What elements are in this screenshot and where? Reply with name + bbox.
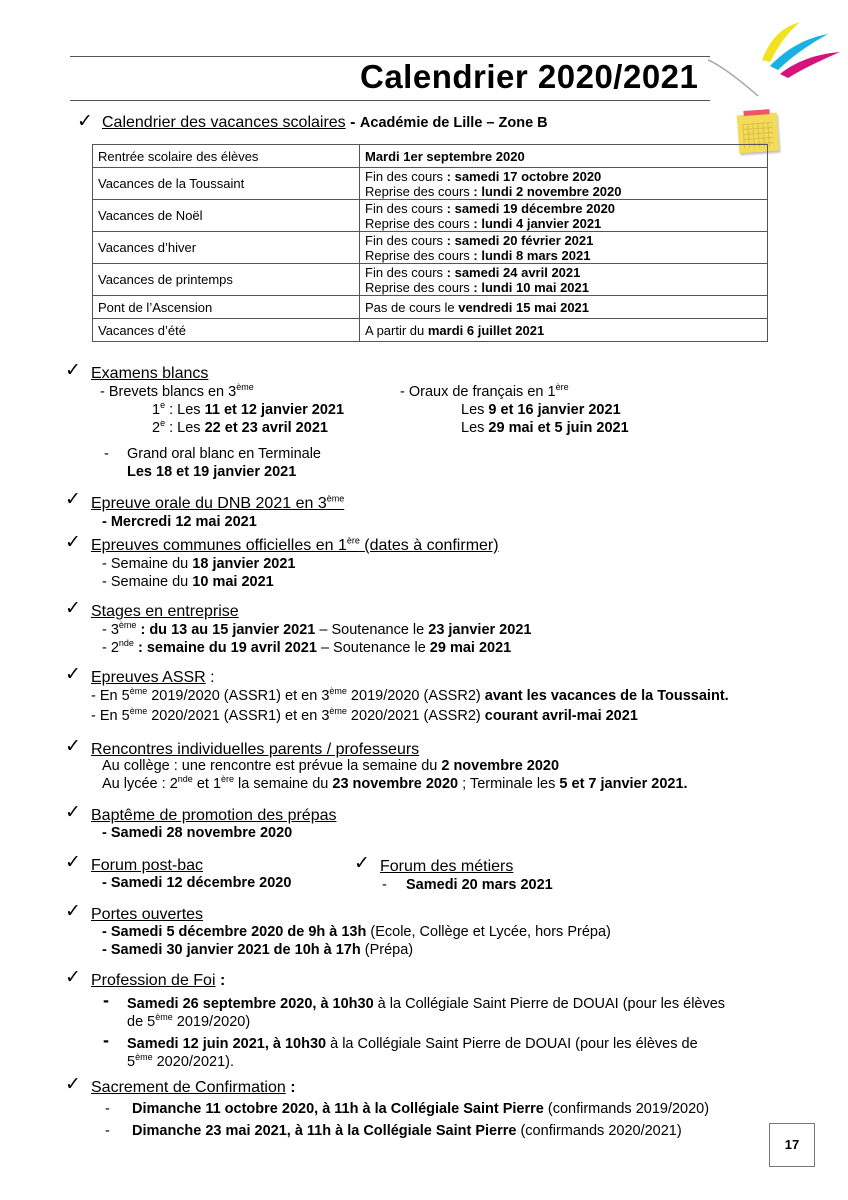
prefix: Les <box>461 402 489 418</box>
text: 2019/2020) <box>172 1014 251 1030</box>
text: (confirmands 2019/2020) <box>543 1101 710 1117</box>
row-label: Vacances de Noël <box>93 200 360 232</box>
section-heading-bapteme: Baptême de promotion des prépas <box>91 807 337 824</box>
text: et 1 <box>192 776 222 792</box>
sup: ère <box>555 382 569 393</box>
heading-colon: : <box>285 1079 296 1096</box>
checkmark-icon: ✓ <box>354 852 370 874</box>
stage-dates: : semaine du 19 avril 2021 <box>133 640 317 656</box>
checkmark-icon: ✓ <box>65 801 81 823</box>
assr-period: avant les vacances de la Toussaint. <box>484 688 729 704</box>
fin-label: Fin des cours <box>365 168 444 184</box>
brevets-line <box>100 384 254 401</box>
reprise-date: : lundi 8 mars 2021 <box>469 247 591 263</box>
text: Au collège : une rencontre est prévue la semaine du <box>102 758 442 774</box>
row-value <box>360 168 768 200</box>
row-value <box>360 232 768 264</box>
table-row <box>93 296 768 319</box>
vacances-subheading: Académie de Lille – Zone B <box>359 115 548 131</box>
heading-suffix: (dates à confirmer) <box>359 537 499 554</box>
sup: ème <box>155 1012 173 1023</box>
checkmark-icon: ✓ <box>65 488 81 510</box>
dnb-date: - Mercredi 12 mai 2021 <box>102 514 257 530</box>
date: Samedi 12 juin 2021, à 10h30 <box>127 1036 327 1052</box>
sup: ère <box>221 774 235 785</box>
fin-date: : samedi 19 décembre 2020 <box>443 200 616 216</box>
stages-line-1 <box>102 622 531 639</box>
reprise-date: : lundi 2 novembre 2020 <box>469 183 622 199</box>
checkmark-icon: ✓ <box>65 1073 81 1095</box>
text: (Ecole, Collège et Lycée, hors Prépa) <box>366 924 611 940</box>
sup: ère <box>346 535 360 546</box>
checkmark-icon: ✓ <box>65 735 81 757</box>
foi-line-2 <box>127 1036 698 1053</box>
portes-line-1 <box>102 924 611 941</box>
text: à la Collégiale Saint Pierre de DOUAI (pour les élèves <box>373 996 726 1012</box>
value-date: vendredi 15 mai 2021 <box>458 299 590 315</box>
soutenance-label: – Soutenance le <box>315 622 429 638</box>
text: à la Collégiale Saint Pierre de DOUAI (pour les élèves de <box>326 1036 698 1052</box>
prefix: - 2 <box>102 640 119 656</box>
value-date: mardi 6 juillet 2021 <box>427 322 545 338</box>
date: Samedi 26 septembre 2020, à 10h30 <box>127 996 374 1012</box>
heading-text: Epreuves ASSR <box>91 669 206 686</box>
text: Au lycée : 2 <box>102 776 178 792</box>
oraux-line <box>400 384 569 401</box>
assr-line-1 <box>91 688 729 705</box>
stage-dates: : du 13 au 15 janvier 2021 <box>136 622 316 638</box>
section-heading-dnb <box>91 494 344 513</box>
vacances-separator: - <box>350 114 356 131</box>
confirmation-dash-1: - <box>105 1101 110 1117</box>
text: 2020/2021 (ASSR2) <box>346 708 485 724</box>
section-heading-rencontres: Rencontres individuelles parents / professeurs <box>91 741 420 758</box>
communes-line-1 <box>102 556 295 573</box>
table-row <box>93 319 768 342</box>
heading-text: Profession de Foi <box>91 972 216 989</box>
foi-line-1b <box>127 1014 250 1031</box>
row-label: Vacances de la Toussaint <box>93 168 360 200</box>
assr-period: courant avril-mai 2021 <box>484 708 638 724</box>
prefix: - Semaine du <box>102 574 193 590</box>
row-label: Rentrée scolaire des élèves <box>93 145 360 168</box>
soutenance-date: 29 mai 2021 <box>429 640 512 656</box>
forum-postbac-date: - Samedi 12 décembre 2020 <box>102 875 292 891</box>
section-heading-stages: Stages en entreprise <box>91 603 239 620</box>
row-value <box>360 264 768 296</box>
soutenance-date: 23 janvier 2021 <box>428 622 532 638</box>
foi-dash-2: - <box>103 1030 109 1050</box>
section-heading-confirmation <box>91 1078 296 1097</box>
fin-date: : samedi 20 février 2021 <box>443 232 594 248</box>
row-value: Mardi 1er septembre 2020 <box>360 145 768 168</box>
date: 10 mai 2021 <box>192 574 274 590</box>
brevet-number: 1 <box>152 402 161 418</box>
reprise-label: Reprise des cours <box>365 183 470 199</box>
row-value <box>360 319 768 342</box>
brevet-number: 2 <box>152 420 161 436</box>
fin-label: Fin des cours <box>365 264 444 280</box>
section-heading-examens: Examens blancs <box>91 365 209 382</box>
reprise-label: Reprise des cours <box>365 279 470 295</box>
sup: ème <box>129 686 148 697</box>
section-heading-communes <box>91 536 499 555</box>
text: - En 5 <box>91 688 130 704</box>
assr-line-2 <box>91 708 638 725</box>
section-heading-assr <box>91 668 215 687</box>
text: 2020/2021 (ASSR1) et en 3 <box>147 708 330 724</box>
foi-line-2b <box>127 1054 234 1071</box>
school-logo-icon <box>700 10 848 105</box>
heading-colon: : <box>205 669 215 686</box>
stages-line-2 <box>102 640 511 657</box>
header-rule-bottom <box>70 100 710 101</box>
prefix: : Les <box>165 420 205 436</box>
table-row <box>93 168 768 200</box>
heading-text: Epreuves communes officielles en 1 <box>91 537 347 554</box>
text: 2020/2021). <box>152 1054 235 1070</box>
reprise-label: Reprise des cours <box>365 247 470 263</box>
checkmark-icon: ✓ <box>77 110 93 132</box>
rencontres-line-2 <box>102 776 688 793</box>
row-label: Vacances d’hiver <box>93 232 360 264</box>
checkmark-icon: ✓ <box>65 966 81 988</box>
fin-date: : samedi 24 avril 2021 <box>443 264 581 280</box>
rencontres-line-1 <box>102 758 559 775</box>
checkmark-icon: ✓ <box>65 531 81 553</box>
checkmark-icon: ✓ <box>65 663 81 685</box>
page-title: Calendrier 2020/2021 <box>360 58 699 95</box>
section-heading-vacances <box>102 113 548 133</box>
brevets-label: - Brevets blancs en 3 <box>100 384 237 400</box>
value-prefix: A partir du <box>365 322 428 338</box>
text: 5 <box>127 1054 136 1070</box>
vacances-heading: Calendrier des vacances scolaires <box>102 114 346 131</box>
text: - En 5 <box>91 708 130 724</box>
prefix: - 3 <box>102 622 119 638</box>
row-value <box>360 296 768 319</box>
forum-metiers-dash: - <box>382 877 387 893</box>
soutenance-label: – Soutenance le <box>316 640 430 656</box>
text: (Prépa) <box>360 942 414 958</box>
checkmark-icon: ✓ <box>65 900 81 922</box>
oraux-1-line <box>461 402 621 419</box>
heading-colon: : <box>215 972 226 989</box>
value-prefix: Pas de cours le <box>365 299 459 315</box>
sup: nde <box>177 774 193 785</box>
heading-text: Sacrement de Confirmation <box>91 1079 286 1096</box>
section-heading-foi <box>91 971 225 990</box>
grand-oral-label: Grand oral blanc en Terminale <box>127 446 321 462</box>
table-row <box>93 264 768 296</box>
heading-text: Epreuve orale du DNB 2021 en 3 <box>91 495 327 512</box>
text: de 5 <box>127 1014 156 1030</box>
reprise-date: : lundi 10 mai 2021 <box>469 279 589 295</box>
row-value <box>360 200 768 232</box>
reprise-date: : lundi 4 janvier 2021 <box>469 215 602 231</box>
date: Dimanche 23 mai 2021, à 11h à la Collégiale Saint Pierre <box>132 1123 517 1139</box>
sup: ème <box>129 706 148 717</box>
grand-oral-dash: - <box>104 446 109 462</box>
brevet-1-line <box>152 402 344 419</box>
text: la semaine du <box>234 776 333 792</box>
row-label: Vacances d’été <box>93 319 360 342</box>
brevet-date: 11 et 12 janvier 2021 <box>204 402 345 418</box>
sup: ème <box>326 493 345 504</box>
date: - Samedi 5 décembre 2020 de 9h à 13h <box>102 924 367 940</box>
section-heading-forum-postbac: Forum post-bac <box>91 857 204 874</box>
foi-line-1 <box>127 996 725 1013</box>
confirmation-line-2 <box>132 1123 682 1140</box>
reprise-label: Reprise des cours <box>365 215 470 231</box>
checkmark-icon: ✓ <box>65 359 81 381</box>
fin-label: Fin des cours <box>365 200 444 216</box>
date: Dimanche 11 octobre 2020, à 11h à la Collégiale Saint Pierre <box>132 1101 544 1117</box>
table-row <box>93 200 768 232</box>
date: 23 novembre 2020 <box>332 776 459 792</box>
table-row <box>93 232 768 264</box>
confirmation-dash-2: - <box>105 1123 110 1139</box>
checkmark-icon: ✓ <box>65 851 81 873</box>
oraux-label: - Oraux de français en 1 <box>400 384 556 400</box>
table-row <box>93 145 768 168</box>
sup: ème <box>118 620 137 631</box>
brevet-date: 22 et 23 avril 2021 <box>204 420 328 436</box>
oraux-date: 29 mai et 5 juin 2021 <box>488 420 629 436</box>
forum-metiers-date: Samedi 20 mars 2021 <box>406 877 553 893</box>
sup: ème <box>329 686 347 697</box>
vacances-table <box>92 144 768 342</box>
sup: ème <box>135 1052 153 1063</box>
communes-line-2 <box>102 574 274 591</box>
sup: ème <box>236 382 254 393</box>
bapteme-date: - Samedi 28 novembre 2020 <box>102 825 293 841</box>
text: 2019/2020 (ASSR2) <box>346 688 485 704</box>
text: ; Terminale les <box>458 776 560 792</box>
fin-label: Fin des cours <box>365 232 444 248</box>
page-number: 17 <box>769 1123 815 1167</box>
sup: ème <box>329 706 347 717</box>
date: 5 et 7 janvier 2021. <box>559 776 688 792</box>
prefix: - Semaine du <box>102 556 193 572</box>
prefix: : Les <box>165 402 205 418</box>
sup: e <box>160 418 166 429</box>
sup: nde <box>118 638 134 649</box>
foi-dash-1: - <box>103 990 109 1010</box>
section-heading-forum-metiers: Forum des métiers <box>380 858 514 875</box>
text: (confirmands 2020/2021) <box>516 1123 682 1139</box>
date: 18 janvier 2021 <box>192 556 296 572</box>
confirmation-line-1 <box>132 1101 709 1118</box>
text: 2019/2020 (ASSR1) et en 3 <box>147 688 330 704</box>
brevet-2-line <box>152 420 328 437</box>
section-heading-portes: Portes ouvertes <box>91 906 204 923</box>
date: - Samedi 30 janvier 2021 de 10h à 17h <box>102 942 361 958</box>
checkmark-icon: ✓ <box>65 597 81 619</box>
sup: e <box>160 400 166 411</box>
portes-line-2 <box>102 942 413 959</box>
row-label: Pont de l’Ascension <box>93 296 360 319</box>
oraux-2-line <box>461 420 629 437</box>
date: 2 novembre 2020 <box>441 758 560 774</box>
grand-oral-date: Les 18 et 19 janvier 2021 <box>127 464 297 480</box>
prefix: Les <box>461 420 489 436</box>
fin-date: : samedi 17 octobre 2020 <box>443 168 602 184</box>
row-label: Vacances de printemps <box>93 264 360 296</box>
oraux-date: 9 et 16 janvier 2021 <box>488 402 621 418</box>
